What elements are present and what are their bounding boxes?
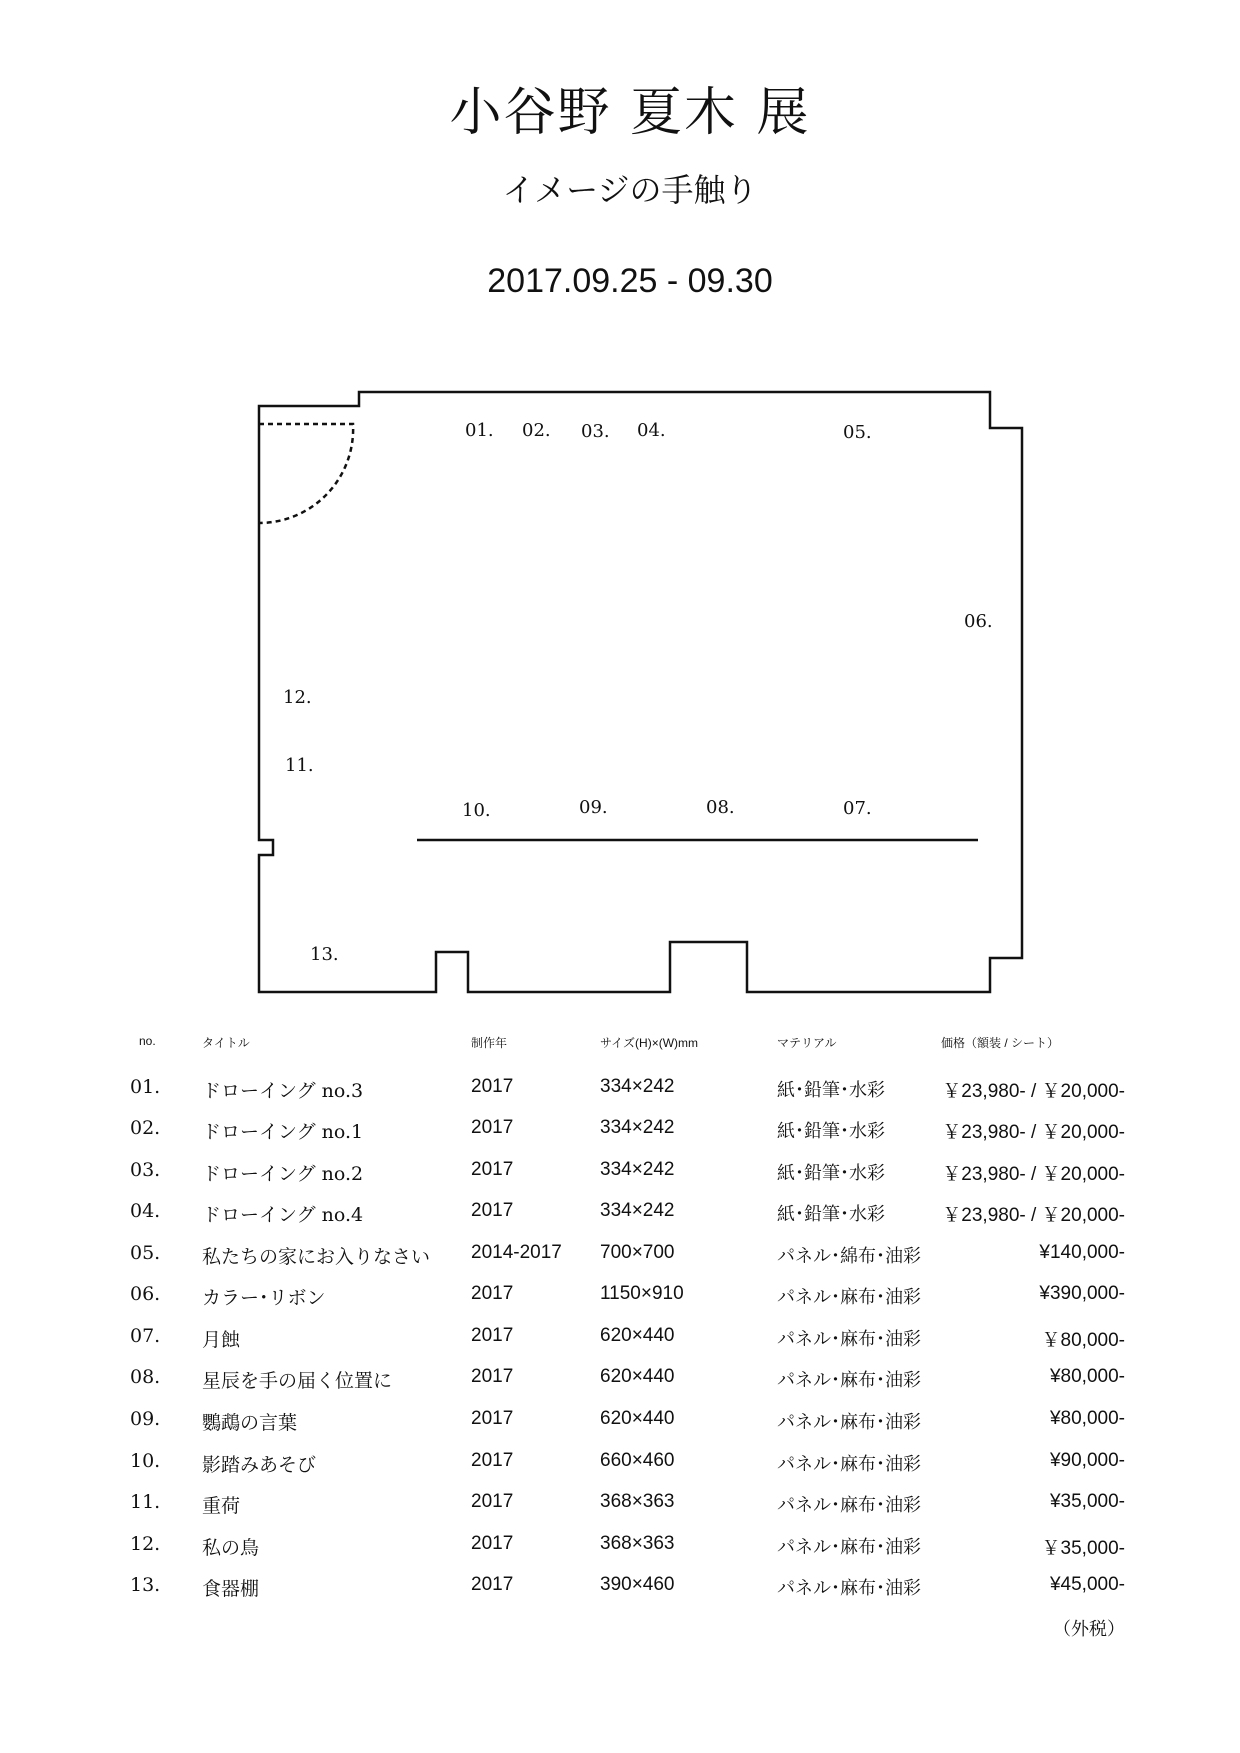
artwork-title: 月蝕 (202, 1329, 241, 1351)
column-header-title: タイトル (202, 1036, 250, 1050)
artwork-row (0, 1283, 1240, 1323)
artwork-title: 私たちの家にお入りなさい (202, 1246, 431, 1268)
artwork-year: 2017 (471, 1117, 514, 1138)
artwork-size: 620×440 (600, 1366, 675, 1387)
position-label-02: 02. (522, 420, 551, 441)
position-label-10: 10. (462, 800, 491, 821)
artwork-size: 620×440 (600, 1408, 675, 1429)
artwork-no: 03. (130, 1159, 161, 1181)
artwork-title: 鸚鵡の言葉 (202, 1412, 298, 1434)
position-label-12: 12. (283, 687, 312, 708)
position-label-11: 11. (285, 755, 314, 776)
artwork-year: 2017 (471, 1283, 514, 1304)
artwork-year: 2017 (471, 1491, 514, 1512)
exhibition-title: 小谷野 夏木 展 (449, 83, 811, 143)
artwork-title: 私の鳥 (202, 1537, 260, 1559)
artwork-price: ¥35,000- (1049, 1491, 1125, 1512)
artwork-title: カラー･リボン (202, 1287, 326, 1309)
artwork-price: ¥140,000- (1039, 1242, 1125, 1263)
artwork-row (0, 1200, 1240, 1240)
artwork-size: 700×700 (600, 1242, 675, 1263)
artwork-material: 紙･鉛筆･水彩 (777, 1080, 885, 1101)
artwork-title: ドローイング no.3 (202, 1080, 364, 1102)
artwork-material: パネル･麻布･油彩 (777, 1287, 921, 1308)
artwork-size: 334×242 (600, 1076, 675, 1097)
artwork-material: パネル･麻布･油彩 (777, 1370, 921, 1391)
artwork-row (0, 1159, 1240, 1199)
artwork-material: パネル･麻布･油彩 (777, 1329, 921, 1350)
artwork-no: 04. (130, 1200, 161, 1222)
artwork-no: 05. (130, 1242, 161, 1264)
artwork-material: 紙･鉛筆･水彩 (777, 1163, 885, 1184)
artwork-no: 07. (130, 1325, 161, 1347)
artwork-size: 334×242 (600, 1117, 675, 1138)
artwork-year: 2017 (471, 1408, 514, 1429)
artwork-year: 2017 (471, 1200, 514, 1221)
artwork-year: 2014-2017 (471, 1242, 562, 1263)
door-swing (259, 424, 353, 523)
artwork-row (0, 1076, 1240, 1116)
artwork-size: 660×460 (600, 1450, 675, 1471)
artwork-row (0, 1117, 1240, 1157)
artwork-material: パネル･麻布･油彩 (777, 1578, 921, 1599)
column-header-material: マテリアル (777, 1036, 837, 1050)
artwork-no: 09. (130, 1408, 161, 1430)
artwork-year: 2017 (471, 1366, 514, 1387)
artwork-row (0, 1491, 1240, 1531)
artwork-title: 影踏みあそび (202, 1454, 317, 1476)
gallery-wall-outline (259, 392, 1022, 992)
artwork-no: 12. (130, 1533, 161, 1555)
artwork-material: パネル･綿布･油彩 (777, 1246, 921, 1267)
artwork-title: 星辰を手の届く位置に (202, 1370, 393, 1392)
artwork-no: 06. (130, 1283, 161, 1305)
position-label-08: 08. (706, 797, 735, 818)
artwork-price: ￥23,980- / ￥20,000- (942, 1205, 1125, 1226)
artwork-size: 368×363 (600, 1491, 675, 1512)
artwork-year: 2017 (471, 1325, 514, 1346)
artwork-title: ドローイング no.4 (202, 1204, 364, 1226)
position-label-07: 07. (843, 798, 872, 819)
artwork-row (0, 1574, 1240, 1614)
artwork-year: 2017 (471, 1450, 514, 1471)
artwork-no: 01. (130, 1076, 161, 1098)
artwork-title: 食器棚 (202, 1578, 260, 1600)
artwork-no: 10. (130, 1450, 161, 1472)
artwork-price: ￥80,000- (1041, 1330, 1125, 1351)
column-header-price: 価格（額装 / シート） (941, 1036, 1060, 1050)
exhibition-subtitle: イメージの手触り (502, 171, 758, 209)
position-label-04: 04. (637, 420, 666, 441)
artwork-title: 重荷 (202, 1495, 241, 1517)
artwork-material: パネル･麻布･油彩 (777, 1537, 921, 1558)
tax-note: （外税） (1053, 1619, 1125, 1640)
artwork-price: ¥390,000- (1039, 1283, 1125, 1304)
artwork-size: 390×460 (600, 1574, 675, 1595)
artwork-material: 紙･鉛筆･水彩 (777, 1204, 885, 1225)
artwork-price: ￥23,980- / ￥20,000- (942, 1122, 1125, 1143)
position-label-09: 09. (579, 797, 608, 818)
artwork-size: 620×440 (600, 1325, 675, 1346)
artwork-size: 1150×910 (600, 1283, 684, 1304)
artwork-size: 334×242 (600, 1159, 675, 1180)
artwork-year: 2017 (471, 1159, 514, 1180)
column-header-no: no. (139, 1034, 156, 1048)
position-label-03: 03. (581, 421, 610, 442)
artwork-row (0, 1242, 1240, 1282)
artwork-title: ドローイング no.1 (202, 1121, 364, 1143)
artwork-price: ￥35,000- (1041, 1538, 1125, 1559)
artwork-no: 13. (130, 1574, 161, 1596)
artwork-price: ¥80,000- (1049, 1366, 1125, 1387)
artwork-row (0, 1533, 1240, 1573)
position-label-05: 05. (843, 422, 872, 443)
artwork-no: 08. (130, 1366, 161, 1388)
artwork-material: パネル･麻布･油彩 (777, 1495, 921, 1516)
artwork-no: 11. (130, 1491, 161, 1513)
position-label-13: 13. (310, 944, 339, 965)
artwork-row (0, 1450, 1240, 1490)
artwork-row (0, 1366, 1240, 1406)
artwork-row (0, 1325, 1240, 1365)
position-label-01: 01. (465, 420, 494, 441)
artwork-year: 2017 (471, 1574, 514, 1595)
column-header-size: サイズ(H)×(W)mm (600, 1036, 699, 1050)
artwork-price: ¥80,000- (1049, 1408, 1125, 1429)
position-label-06: 06. (964, 611, 993, 632)
artwork-row (0, 1408, 1240, 1448)
artwork-year: 2017 (471, 1076, 514, 1097)
artwork-price: ￥23,980- / ￥20,000- (942, 1081, 1125, 1102)
artwork-size: 368×363 (600, 1533, 675, 1554)
artwork-material: パネル･麻布･油彩 (777, 1412, 921, 1433)
artwork-material: パネル･麻布･油彩 (777, 1454, 921, 1475)
artwork-material: 紙･鉛筆･水彩 (777, 1121, 885, 1142)
column-header-year: 制作年 (471, 1036, 508, 1050)
artwork-price: ¥45,000- (1049, 1574, 1125, 1595)
artwork-title: ドローイング no.2 (202, 1163, 364, 1185)
artwork-no: 02. (130, 1117, 161, 1139)
artwork-year: 2017 (471, 1533, 514, 1554)
artwork-price: ￥23,980- / ￥20,000- (942, 1164, 1125, 1185)
artwork-size: 334×242 (600, 1200, 675, 1221)
exhibition-dates: 2017.09.25 - 09.30 (487, 262, 773, 300)
artwork-price: ¥90,000- (1049, 1450, 1125, 1471)
